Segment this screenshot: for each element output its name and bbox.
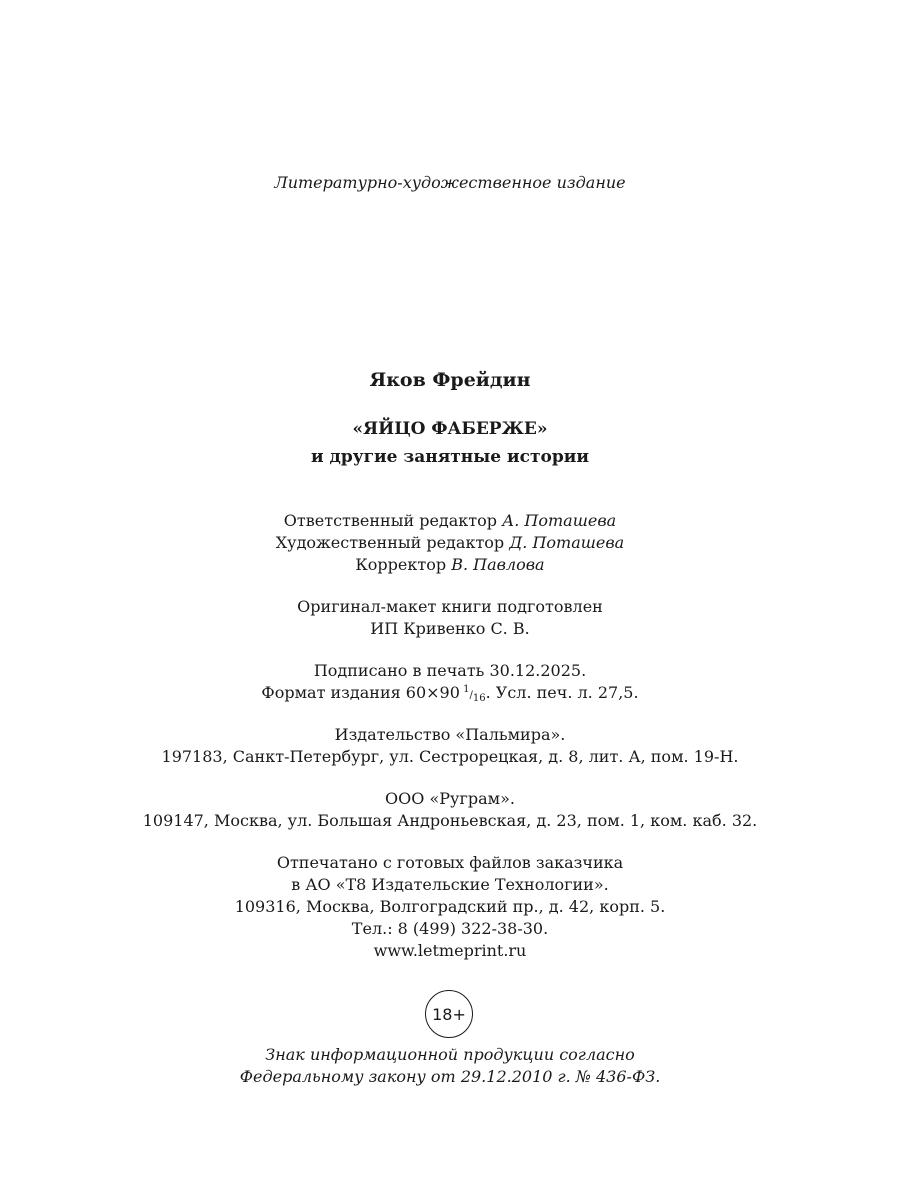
printer-website: www.letmeprint.ru — [373, 941, 527, 960]
chief-editor-credit — [0, 510, 900, 532]
layout-credit-line1: Оригинал-макет книги подготовлен — [297, 597, 603, 616]
print-format — [0, 682, 900, 707]
edition-type: Литературно-художественное издание — [274, 173, 626, 192]
company-address: 109147, Москва, ул. Большая Андроньевская, д. 23, пом. 1, ком. каб. 32. — [142, 811, 758, 830]
chief-editor-name: А. Поташева — [502, 511, 617, 530]
printer-line2: в АО «Т8 Издательские Технологии». — [291, 875, 609, 894]
book-title: «ЯЙЦО ФАБЕРЖЕ» — [352, 419, 548, 439]
print-format-suffix: . Усл. печ. л. 27,5. — [485, 683, 639, 702]
chief-editor-label: Ответственный редактор — [283, 511, 498, 530]
printer-phone: Тел.: 8 (499) 322-38-30. — [351, 919, 549, 938]
company-name: ООО «Руграм». — [385, 789, 515, 808]
format-fraction-slash: / — [469, 690, 473, 701]
proofreader-name: В. Павлова — [451, 555, 545, 574]
format-fraction-numerator: 1 — [463, 684, 470, 695]
art-editor-credit — [0, 532, 900, 554]
printer-address: 109316, Москва, Волгоградский пр., д. 42, корп. 5. — [234, 897, 666, 916]
layout-credit-line2: ИП Кривенко С. В. — [370, 619, 530, 638]
age-rating-note-line2: Федеральному закону от 29.12.2010 г. № 436-ФЗ. — [239, 1067, 661, 1086]
proofreader-label: Корректор — [355, 555, 447, 574]
age-rating-note-line1: Знак информационной продукции согласно — [265, 1045, 635, 1064]
art-editor-label: Художественный редактор — [275, 533, 505, 552]
print-format-prefix: Формат издания 60×90 — [261, 683, 460, 702]
proofreader-credit — [0, 554, 900, 576]
publisher-address: 197183, Санкт-Петербург, ул. Сестрорецкая, д. 8, лит. А, пом. 19-Н. — [161, 747, 739, 766]
printer-line1: Отпечатано с готовых файлов заказчика — [276, 853, 624, 872]
book-subtitle: и другие занятные истории — [311, 447, 589, 467]
format-fraction-denominator: 16 — [472, 693, 486, 704]
age-rating-badge: 18+ — [425, 990, 473, 1038]
publisher-name: Издательство «Пальмира». — [334, 725, 566, 744]
print-signed: Подписано в печать 30.12.2025. — [313, 661, 587, 680]
art-editor-name: Д. Поташева — [509, 533, 625, 552]
book-author: Яков Фрейдин — [369, 369, 531, 391]
format-fraction — [460, 684, 486, 704]
